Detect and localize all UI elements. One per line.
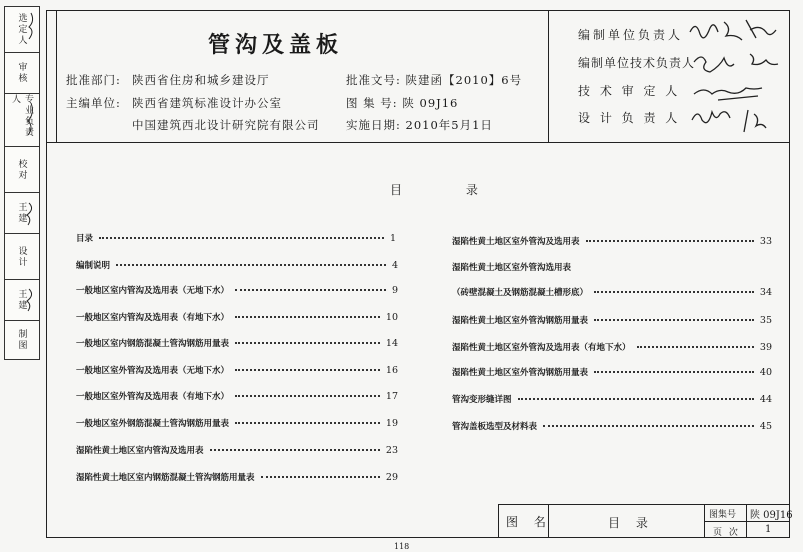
toc-entry[interactable]: [452, 341, 772, 353]
toc-entry-title: 一般地区室外钢筋混凝土管沟钢筋用量表: [76, 419, 230, 429]
toc-entry-title: 一般地区室内钢筋混凝土管沟钢筋用量表: [76, 339, 230, 349]
sidebar-label: 审核: [16, 62, 27, 84]
toc-entry-page: 34: [759, 287, 772, 298]
toc-leader: [235, 369, 380, 371]
toc-entry[interactable]: [76, 284, 398, 296]
toc-entry-title: 一般地区室外管沟及选用表（有地下水）: [76, 392, 230, 402]
toc-entry-title: 湿陷性黄土地区室外管沟及选用表（有地下水）: [452, 343, 631, 353]
toc-leader: [518, 398, 754, 400]
toc-heading: 目 录: [390, 183, 508, 197]
approval-dept: 陕西省住房和城乡建设厅: [132, 73, 270, 87]
page-title: 管沟及盖板: [208, 32, 344, 58]
toc-entry-page: 29: [385, 472, 398, 483]
toc-entry-title: 湿陷性黄土地区室内钢筋混凝土管沟钢筋用量表: [76, 473, 255, 483]
toc-entry[interactable]: [452, 314, 772, 326]
sidebar-label: 制图: [16, 329, 27, 351]
toc-leader: [116, 264, 386, 266]
toc-entry[interactable]: [452, 366, 772, 378]
sidebar-label: 设计: [16, 245, 27, 268]
toc-entry-page: 40: [759, 367, 772, 378]
toc-leader: [99, 237, 384, 239]
toc-entry-page: 44: [759, 394, 772, 405]
toc-leader: [594, 371, 754, 373]
toc-entry-title: 湿陷性黄土地区室外管沟选用表: [452, 263, 572, 273]
toc-entry-page: 4: [391, 260, 398, 271]
page-label: 页 次: [713, 528, 740, 538]
toc-entry-title: 管沟变形缝详图: [452, 395, 512, 405]
toc-entry-page: 10: [385, 312, 398, 323]
toc-entry-title: 湿陷性黄土地区室外管沟钢筋用量表: [452, 368, 589, 378]
toc-entry[interactable]: [76, 259, 398, 271]
title-block-left: [498, 504, 499, 538]
toc-entry[interactable]: [76, 364, 398, 376]
toc-leader: [235, 316, 380, 318]
toc-leader: [235, 422, 380, 424]
approval-doc-number: 批准文号: 陕建函【2010】6号: [346, 73, 523, 87]
toc-entry[interactable]: [76, 444, 398, 456]
role-design-lead: 设 计 负 责 人: [578, 111, 681, 125]
header-left-border: [56, 10, 57, 142]
atlas-number: 图 集 号: 陕 09J16: [346, 96, 459, 110]
toc-entry-title: 一般地区室内管沟及选用表（有地下水）: [76, 313, 230, 323]
toc-leader: [235, 342, 380, 344]
toc-entry-page: 9: [391, 285, 398, 296]
toc-entry-page: 14: [385, 338, 398, 349]
drawing-name-value: 目 录: [608, 516, 654, 530]
toc-entry[interactable]: [452, 420, 772, 432]
chief-unit-label: 主编单位:: [66, 96, 121, 110]
toc-entry-title: 湿陷性黄土地区室外管沟及选用表: [452, 237, 580, 247]
toc-leader: [210, 449, 380, 451]
toc-entry-page: 35: [759, 315, 772, 326]
toc-entry[interactable]: [76, 417, 398, 429]
page-number: 118: [394, 542, 410, 551]
toc-entry-page: 19: [385, 418, 398, 429]
toc-entry[interactable]: [452, 393, 772, 405]
toc-entry-page: 1: [389, 233, 396, 244]
atlas-label: 图集号: [709, 510, 737, 520]
role-tech-head: 编制单位技术负责人: [578, 56, 696, 70]
toc-leader: [637, 346, 754, 348]
sidebar-label: 校对: [16, 158, 27, 181]
header-signatures: [688, 14, 788, 138]
toc-entry[interactable]: [452, 235, 772, 247]
sidebar-label: 王建: [16, 202, 27, 224]
toc-entry-page: 39: [759, 342, 772, 353]
header-divider: [46, 142, 790, 143]
toc-leader: [235, 395, 380, 397]
sidebar-label: 王建: [16, 289, 27, 311]
toc-entry[interactable]: [76, 311, 398, 323]
chief-unit-2: 中国建筑西北设计研究院有限公司: [132, 118, 320, 132]
toc-entry[interactable]: [452, 261, 571, 273]
toc-entry[interactable]: [76, 471, 398, 483]
toc-entry-title: 编制说明: [76, 261, 111, 271]
role-tech-reviewer: 技 术 审 定 人: [578, 84, 681, 98]
toc-entry-title: 一般地区室外管沟及选用表（无地下水）: [76, 366, 230, 376]
sidebar-label: 选定人: [16, 13, 27, 46]
toc-entry-page: 17: [385, 391, 398, 402]
chief-unit-1: 陕西省建筑标准设计办公室: [132, 96, 282, 110]
sidebar-label: 专业负责人: [10, 94, 33, 138]
effective-date: 实施日期: 2010年5月1日: [346, 118, 493, 132]
toc-entry-title: 管沟盖板选型及材料表: [452, 422, 538, 432]
toc-leader: [235, 289, 386, 291]
toc-entry-title: 一般地区室内管沟及选用表（无地下水）: [76, 286, 230, 296]
toc-leader: [543, 425, 754, 427]
toc-entry-page: 16: [385, 365, 398, 376]
toc-entry[interactable]: [76, 390, 398, 402]
toc-entry-title: 湿陷性黄土地区室内管沟及选用表: [76, 446, 204, 456]
role-unit-head: 编制单位负责人: [578, 28, 684, 42]
toc-entry[interactable]: [76, 232, 396, 244]
toc-entry-page: 23: [385, 445, 398, 456]
toc-entry-title: （砖壁混凝土及钢筋混凝土槽形底）: [452, 288, 589, 298]
toc-entry[interactable]: [452, 286, 772, 298]
toc-entry-title: 湿陷性黄土地区室外管沟钢筋用量表: [452, 316, 589, 326]
atlas-value: 陕 09J16: [750, 510, 793, 521]
toc-leader: [586, 240, 754, 242]
toc-leader: [261, 476, 380, 478]
toc-entry-page: 45: [759, 421, 772, 432]
toc-leader: [594, 319, 754, 321]
toc-entry[interactable]: [76, 337, 398, 349]
approval-dept-label: 批准部门:: [66, 73, 121, 87]
drawing-name-label: 图 名: [506, 515, 552, 529]
toc-entry-page: 33: [759, 236, 772, 247]
header-vertical-divider: [548, 10, 549, 142]
sidebar-signatures: [5, 7, 39, 359]
toc-entry-title: 目录: [76, 234, 94, 244]
title-block-mid: [704, 521, 790, 522]
approval-sidebar: [4, 6, 40, 360]
page-value: 1: [765, 524, 772, 535]
toc-leader: [594, 291, 754, 293]
